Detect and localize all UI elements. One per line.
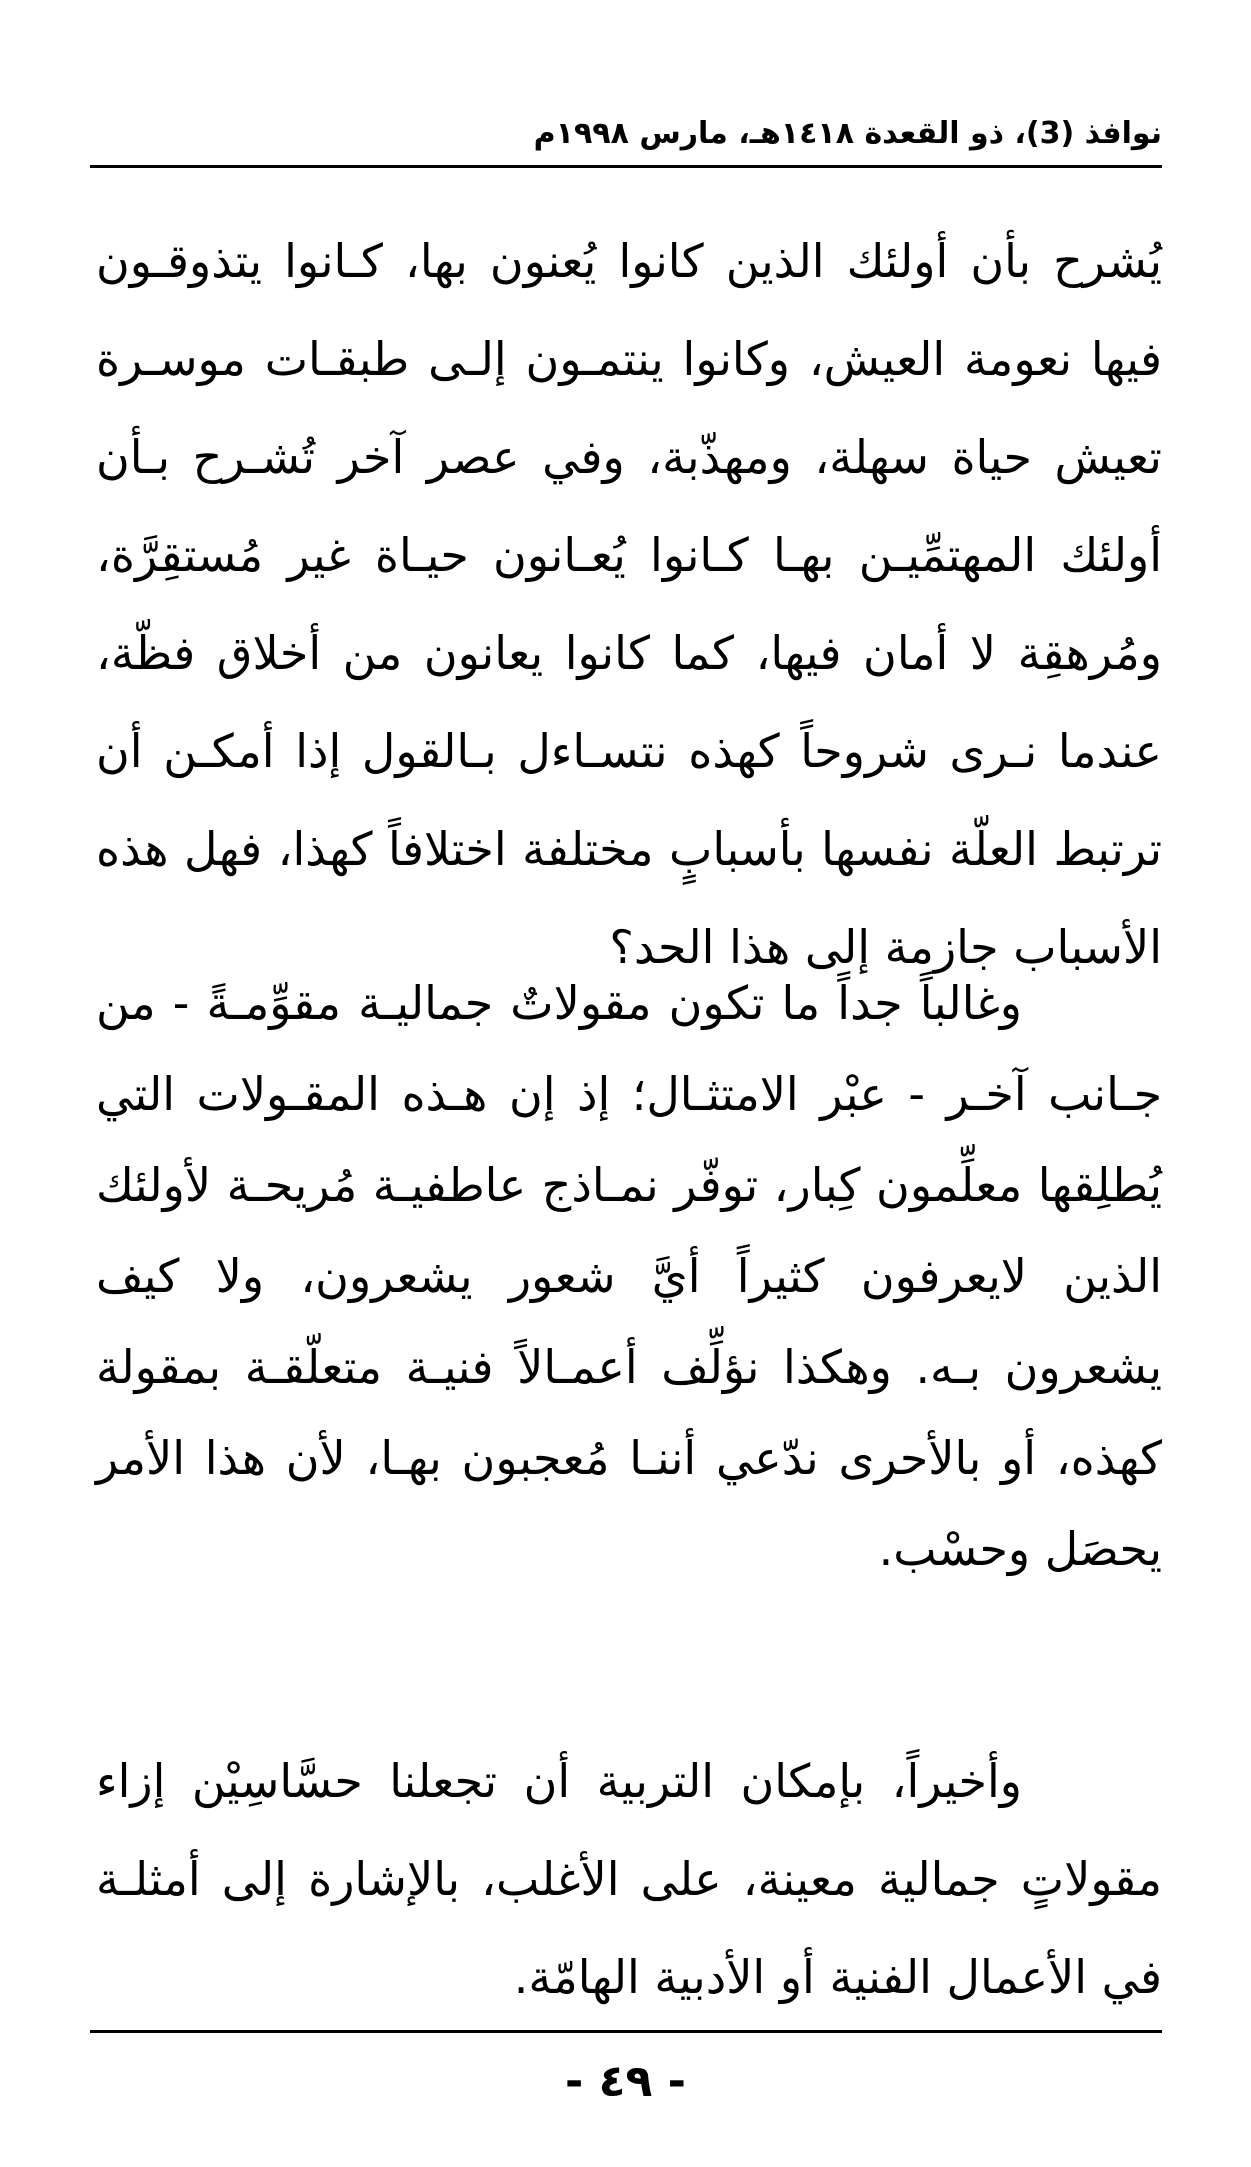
page-number: - ٤٩ - bbox=[565, 2056, 686, 2107]
running-header: نوافذ (3)، ذو القعدة ١٤١٨هـ، مارس ١٩٩٨م bbox=[533, 116, 1162, 151]
paragraph-3: وأخيراً، بإمكان التربية أن تجعلنا حسَّاسِيْن إزاء مقولاتٍ جمالية معينة، على الأغلب، بالإشارة إلى أمثلـة في الأعمال الفنية أو الأدبية الهامّة. bbox=[96, 1754, 1162, 2004]
footer-divider bbox=[90, 2030, 1162, 2033]
header-divider bbox=[90, 165, 1162, 168]
paragraph-1: يُشرح بأن أولئك الذين كانوا يُعنون بها، كـانوا يتذوقـون فيها نعومة العيش، وكانوا ينتمـون إلـى طبقـات موسـرة تعيش حياة سهلة، ومهذّبة، وفي عصر آخر تُشـرح بـأن أولئك المهتمِّيـن بهـا كـانوا يُعـانون حيـاة غير مُستقِرَّة، ومُرهقِة لا أمان فيها، كما كانوا يعانون من أخلاق فظّة، عندما نـرى شروحاً كهذه نتسـاءل بـالقول إذا أمكـن أن ترتبط العلّة نفسها بأسبابٍ مختلفة اختلافاً كهذا، فهل هذه الأسباب جازمة إلى هذا الحد؟ bbox=[96, 234, 1162, 974]
paragraph-2: وغالباً جداً ما تكون مقولاتٌ جماليـة مقوِّمـةً - من جـانب آخـر - عبْر الامتثـال؛ إذ إن هـذه المقـولات التي يُطلِقها معلِّمون كِبار، توفّر نمـاذج عاطفيـة مُريحـة لأولئك الذين لايعرفون كثيراً أيَّ شعور يشعرون، ولا كيف يشعرون بـه. وهكذا نؤلِّف أعمـالاً فنيـة متعلّقـة بمقولة كهذه، أو بالأحرى ندّعي أننـا مُعجبون بهـا، لأن هذا الأمر يحصَل وحسْب. bbox=[96, 976, 1162, 1576]
